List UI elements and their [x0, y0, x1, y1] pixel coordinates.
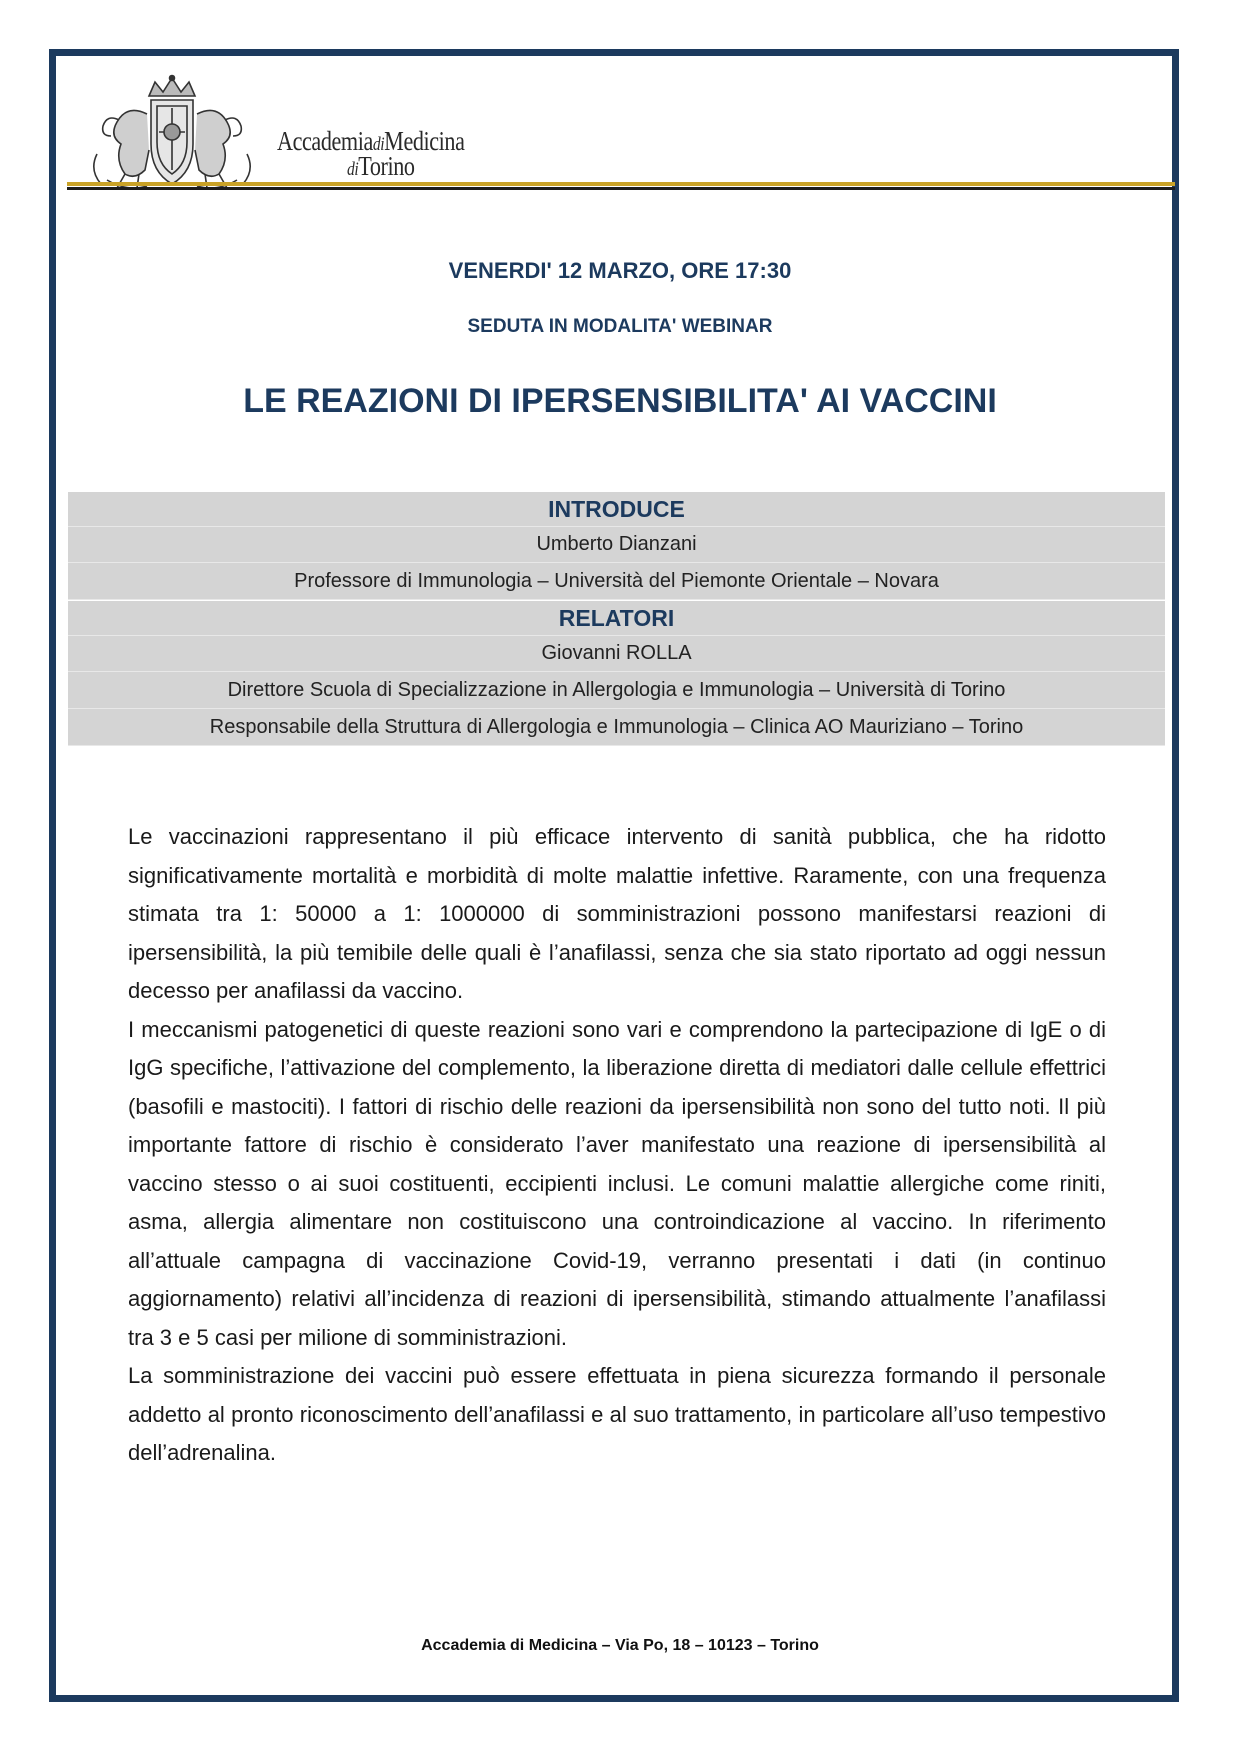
event-title: LE REAZIONI DI IPERSENSIBILITA' AI VACCINI	[243, 382, 997, 420]
introduce-role: Professore di Immunologia – Università del Piemonte Orientale – Novara	[68, 563, 1165, 600]
coat-of-arms-icon	[87, 74, 257, 194]
relatori-heading: RELATORI	[68, 601, 1165, 636]
abstract-paragraph-2: I meccanismi patogenetici di queste reazioni sono vari e comprendono la partecipazione di IgE o di IgG specifiche, l’attivazione del complemento, la liberazione diretta di mediatori dalle cellule effettrici (basofili e mastociti). I fattori di rischio delle reazioni da ipersensibilità non sono del tutto noti. Il più importante fattore di rischio è considerato l’aver manifestato una reazione di ipersensibilità al vaccino stesso o ai suoi costituenti, eccipienti inclusi. Le comuni malattie allergiche come riniti, asma, allergia alimentare non costituiscono una controindicazione al vaccino. In riferimento all’attuale campagna di vaccinazione Covid-19, verranno presentati i dati (in continuo aggiornamento) relativi all’incidenza di reazioni di ipersensibilità, stimando attualmente l’anafilassi tra 3 e 5 casi per milione di somministrazioni.	[128, 1016, 1106, 1350]
abstract-paragraph-3: La somministrazione dei vaccini può essere effettuata in piena sicurezza formando il personale addetto al pronto riconoscimento dell’anafilassi e al suo trattamento, in particolare all’uso tempestivo dell’adrenalina.	[128, 1363, 1106, 1465]
relatori-name: Giovanni ROLLA	[68, 636, 1165, 672]
abstract-paragraph-1: Le vaccinazioni rappresentano il più efficace intervento di sanità pubblica, che ha ridotto significativamente mortalità e morbidità di molte malattie infettive. Raramente, con una frequenza stimata tra 1: 50000 a 1: 1000000 di somministrazioni possono manifestarsi reazioni di ipersensibilità, la più temibile delle quali è l’anafilassi, senza che sia stato riportato ad oggi nessun decesso per anafilassi da vaccino.	[128, 824, 1106, 1003]
abstract-text	[128, 818, 1106, 1473]
letterhead-dark-rule	[67, 187, 1175, 190]
event-mode: SEDUTA IN MODALITA' WEBINAR	[467, 316, 773, 337]
relatori-role-1: Direttore Scuola di Specializzazione in Allergologia e Immunologia – Università di Torino	[68, 672, 1165, 709]
event-date: VENERDI' 12 MARZO, ORE 17:30	[448, 258, 792, 283]
academy-name-line1: AccademiadiMedicina	[277, 126, 465, 156]
letterhead-gold-rule	[67, 182, 1175, 186]
academy-name-line2: diTorino	[347, 151, 415, 181]
introduce-name: Umberto Dianzani	[68, 527, 1165, 563]
letterhead	[67, 70, 1177, 200]
footer-address: Accademia di Medicina – Via Po, 18 – 10123 – Torino	[421, 1637, 819, 1654]
relatori-role-2: Responsabile della Struttura di Allergologia e Immunologia – Clinica AO Mauriziano – Torino	[68, 709, 1165, 746]
speakers-panel	[68, 492, 1165, 746]
introduce-heading: INTRODUCE	[68, 492, 1165, 527]
academy-name	[277, 126, 597, 182]
